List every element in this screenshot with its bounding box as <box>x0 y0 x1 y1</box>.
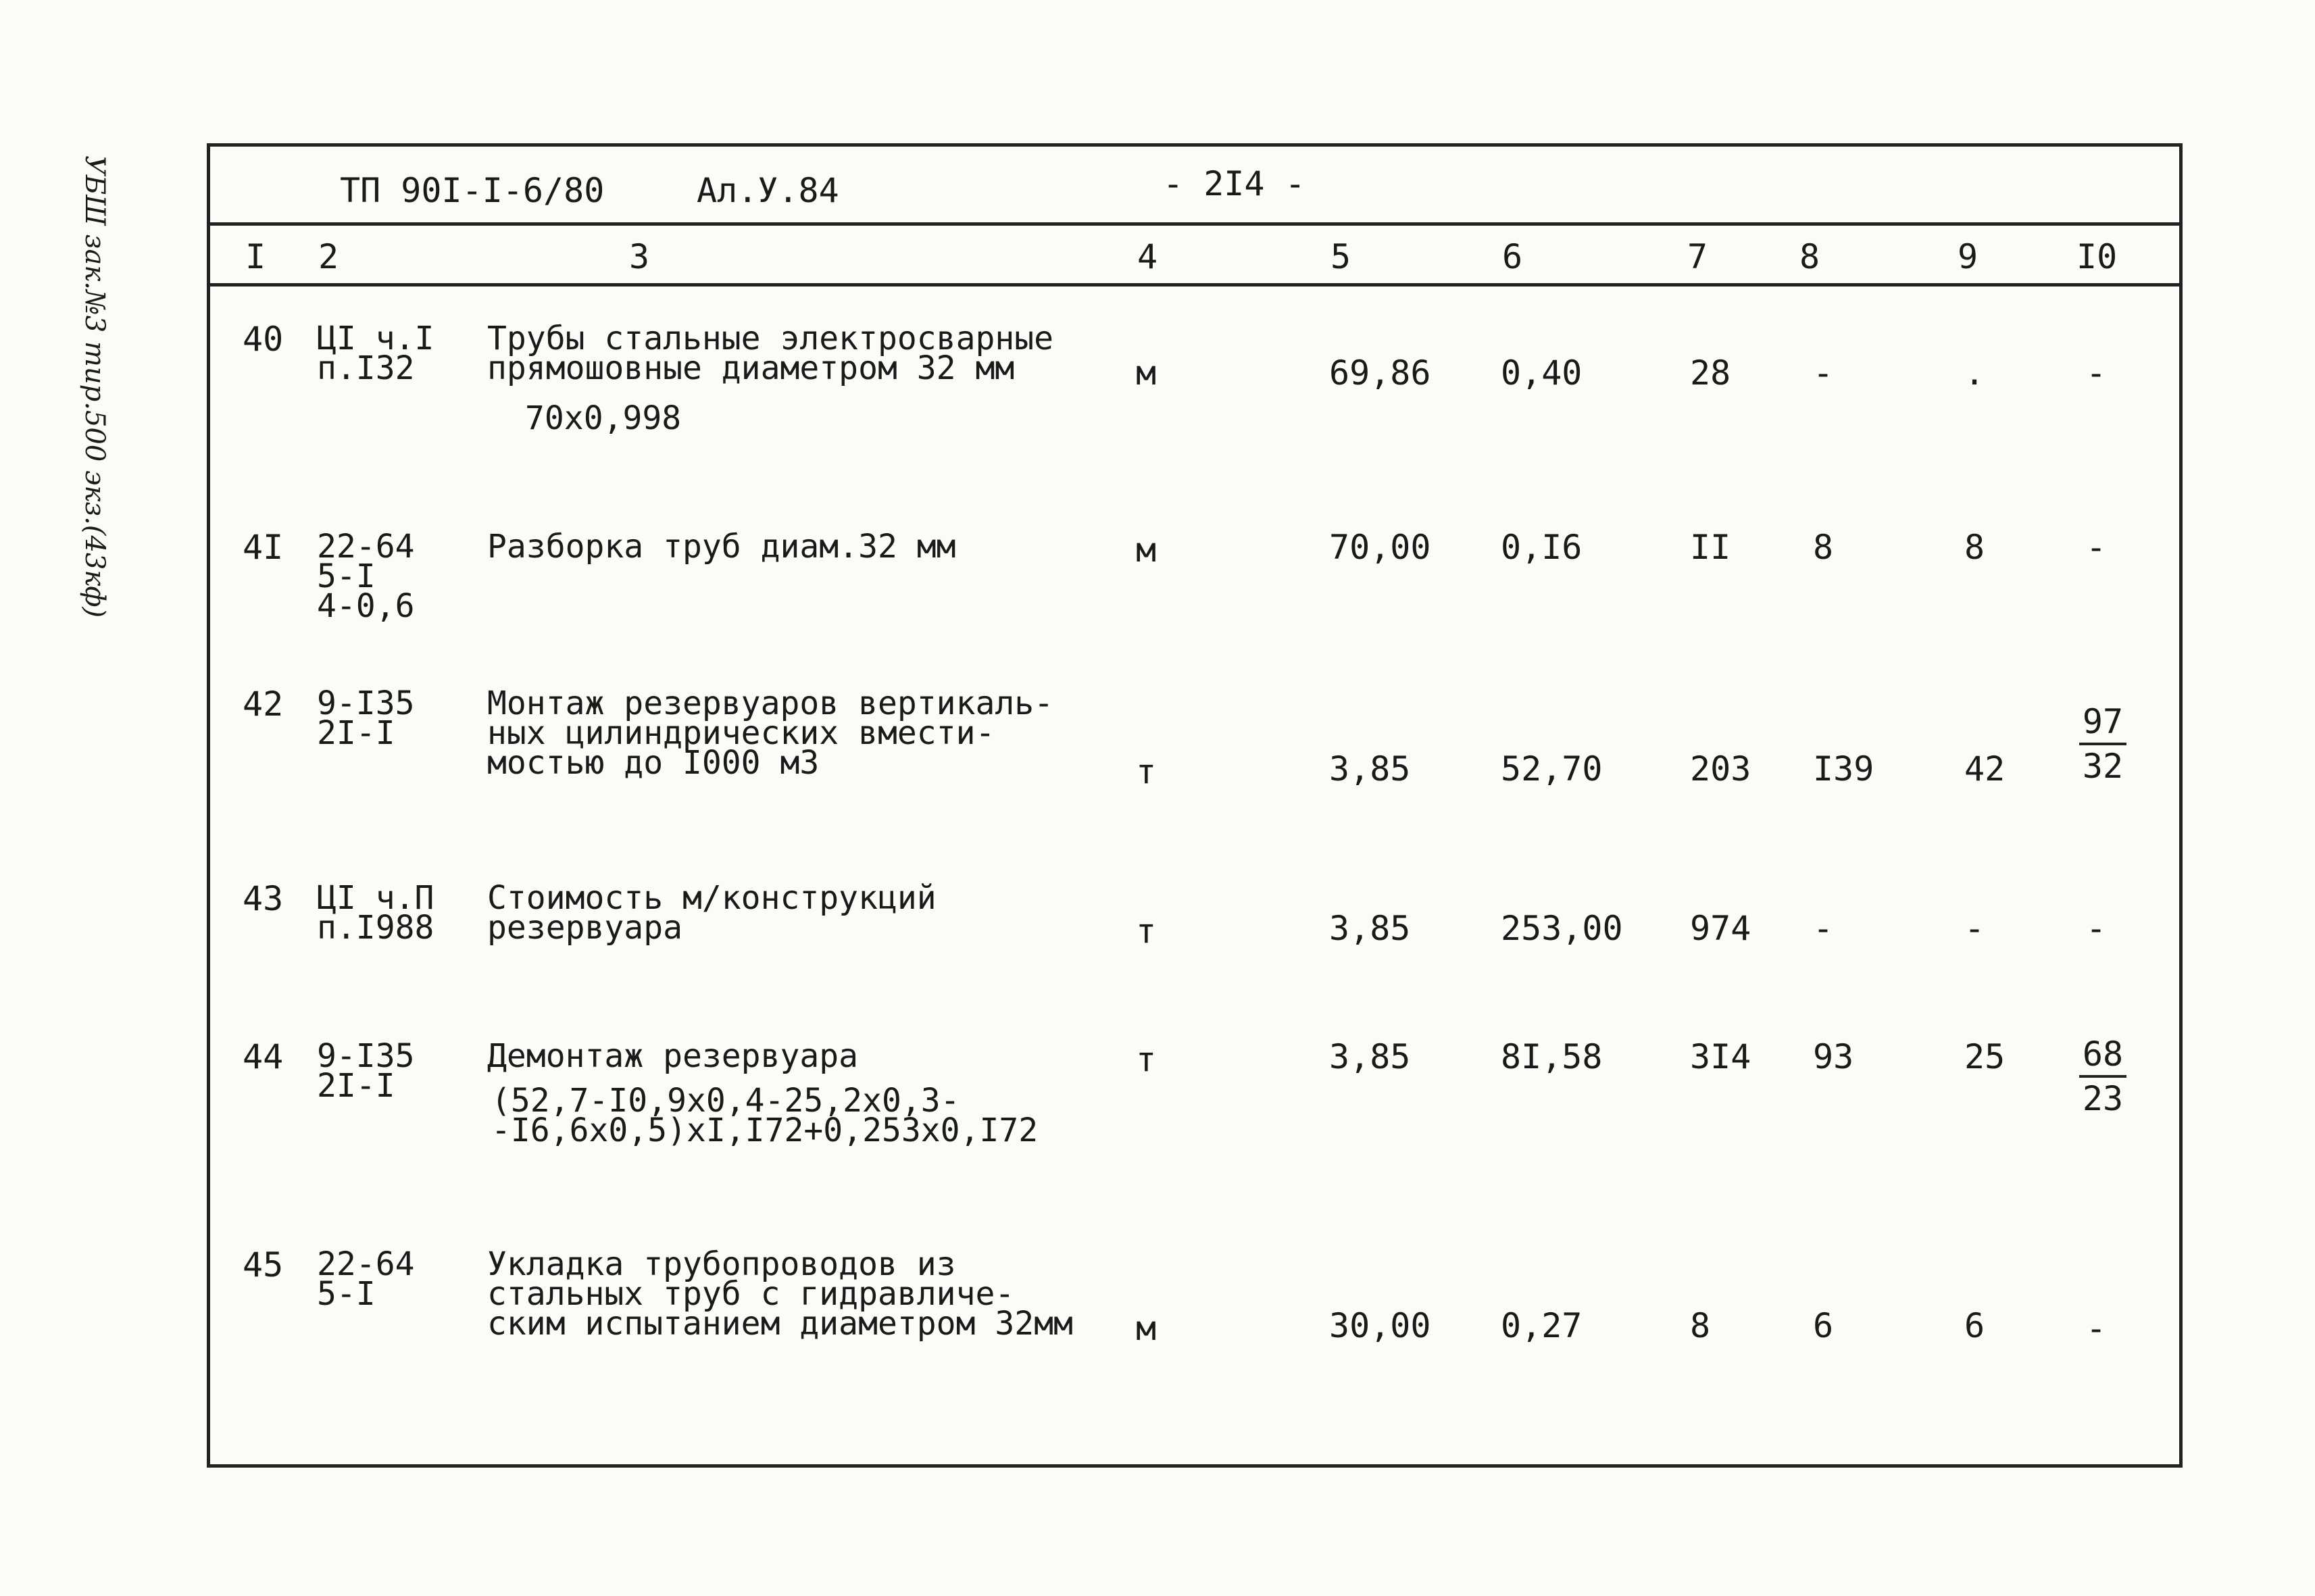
col8-value: 6 <box>1813 1306 1834 1345</box>
quantity: 70,00 <box>1329 528 1431 567</box>
work-name: стальных труб с гидравличе- <box>487 1275 1015 1313</box>
col9-value: . <box>1964 353 1985 393</box>
unit: т <box>1136 752 1157 791</box>
unit: м <box>1136 530 1157 570</box>
col9-value: - <box>1964 909 1985 948</box>
fraction-numerator: 97 <box>2082 702 2124 741</box>
unit-price: 0,40 <box>1501 353 1583 393</box>
column-header: I0 <box>2076 237 2118 276</box>
work-name: Разборка труб диам.32 мм <box>487 528 956 566</box>
calc-formula: (52,7-I0,9х0,4-25,2х0,3- <box>491 1082 960 1120</box>
col10-value: - <box>2086 528 2107 567</box>
unit-price: 253,00 <box>1501 909 1623 948</box>
norm-code: ЦI ч.I <box>317 320 434 357</box>
col9-value: 6 <box>1964 1306 1985 1345</box>
work-name: Демонтаж резервуара <box>487 1037 859 1075</box>
total: 203 <box>1690 749 1751 789</box>
work-name: ных цилиндрических вмести- <box>487 714 995 752</box>
norm-code: 2I-I <box>317 1067 395 1105</box>
quantity: 30,00 <box>1329 1306 1431 1345</box>
quantity: 3,85 <box>1329 1037 1411 1076</box>
column-header: 4 <box>1137 237 1158 276</box>
total: 3I4 <box>1690 1037 1751 1076</box>
row-number: 45 <box>243 1245 284 1285</box>
unit-price: 0,I6 <box>1501 528 1583 567</box>
column-header: 6 <box>1502 237 1523 276</box>
col8-value: - <box>1813 909 1834 948</box>
columns-divider <box>210 283 2179 286</box>
fraction-denominator: 32 <box>2082 747 2124 786</box>
norm-code: 5-I <box>317 557 376 595</box>
col10-fraction <box>2079 702 2126 786</box>
total: II <box>1690 528 1731 567</box>
col8-value: 93 <box>1813 1037 1854 1076</box>
row-number: 40 <box>243 320 284 359</box>
column-header: 7 <box>1687 237 1708 276</box>
fraction-denominator: 23 <box>2082 1079 2124 1118</box>
unit: м <box>1136 353 1157 393</box>
unit-price: 8I,58 <box>1501 1037 1603 1076</box>
unit-price: 52,70 <box>1501 749 1603 789</box>
total: 28 <box>1690 353 1731 393</box>
total: 8 <box>1690 1306 1711 1345</box>
norm-code: 4-0,6 <box>317 587 415 625</box>
quantity: 69,86 <box>1329 353 1431 393</box>
unit: т <box>1136 912 1157 951</box>
work-name: Укладка трубопроводов из <box>487 1245 956 1283</box>
work-name: Монтаж резервуаров вертикаль- <box>487 684 1054 722</box>
fraction-numerator: 68 <box>2082 1034 2124 1074</box>
work-name: Стоимость м/конструкций <box>487 879 937 917</box>
fraction-bar <box>2079 1075 2126 1078</box>
col8-value: - <box>1813 353 1834 393</box>
norm-code: 9-I35 <box>317 684 415 722</box>
side-note: УБШ зак.№3 тир.500 экз.(43кф) <box>79 155 110 618</box>
quantity: 3,85 <box>1329 909 1411 948</box>
unit: м <box>1136 1309 1157 1348</box>
header-divider <box>210 222 2179 226</box>
row-number: 43 <box>243 879 284 918</box>
page-number: - 2I4 - <box>1163 164 1305 203</box>
column-header: 8 <box>1799 237 1820 276</box>
col10-value: - <box>2086 1309 2107 1348</box>
col9-value: 8 <box>1964 528 1985 567</box>
norm-code: 22-64 <box>317 1245 415 1283</box>
table-frame <box>207 143 2183 1468</box>
norm-code: ЦI ч.П <box>317 879 434 917</box>
col10-fraction <box>2079 1034 2126 1118</box>
work-name: прямошовные диаметром 32 мм <box>487 349 1015 387</box>
total: 974 <box>1690 909 1751 948</box>
work-name: Трубы стальные электросварные <box>487 320 1054 357</box>
norm-code: п.I32 <box>317 349 415 387</box>
column-header: 2 <box>318 237 339 276</box>
calc-formula: 70х0,998 <box>525 399 682 437</box>
norm-code: п.I988 <box>317 909 434 947</box>
col9-value: 42 <box>1964 749 2006 789</box>
unit: т <box>1136 1040 1157 1079</box>
album-number: Ал.У.84 <box>697 171 839 210</box>
doc-code: ТП 90I-I-6/80 <box>340 171 605 210</box>
row-number: 42 <box>243 684 284 724</box>
col9-value: 25 <box>1964 1037 2006 1076</box>
col10-value: - <box>2086 353 2107 393</box>
row-number: 4I <box>243 528 284 567</box>
fraction-bar <box>2079 743 2126 745</box>
work-name: резервуара <box>487 909 682 947</box>
norm-code: 22-64 <box>317 528 415 566</box>
norm-code: 2I-I <box>317 714 395 752</box>
norm-code: 9-I35 <box>317 1037 415 1075</box>
work-name: мостью до I000 м3 <box>487 744 820 782</box>
col10-value: - <box>2086 909 2107 948</box>
column-header: 9 <box>1958 237 1978 276</box>
norm-code: 5-I <box>317 1275 376 1313</box>
row-number: 44 <box>243 1037 284 1076</box>
work-name: ским испытанием диаметром 32мм <box>487 1305 1073 1343</box>
col8-value: I39 <box>1813 749 1874 789</box>
column-header: 5 <box>1330 237 1351 276</box>
column-header: I <box>245 237 266 276</box>
unit-price: 0,27 <box>1501 1306 1583 1345</box>
col8-value: 8 <box>1813 528 1834 567</box>
calc-formula: -I6,6х0,5)хI,I72+0,253х0,I72 <box>491 1112 1039 1149</box>
quantity: 3,85 <box>1329 749 1411 789</box>
column-header: 3 <box>629 237 650 276</box>
